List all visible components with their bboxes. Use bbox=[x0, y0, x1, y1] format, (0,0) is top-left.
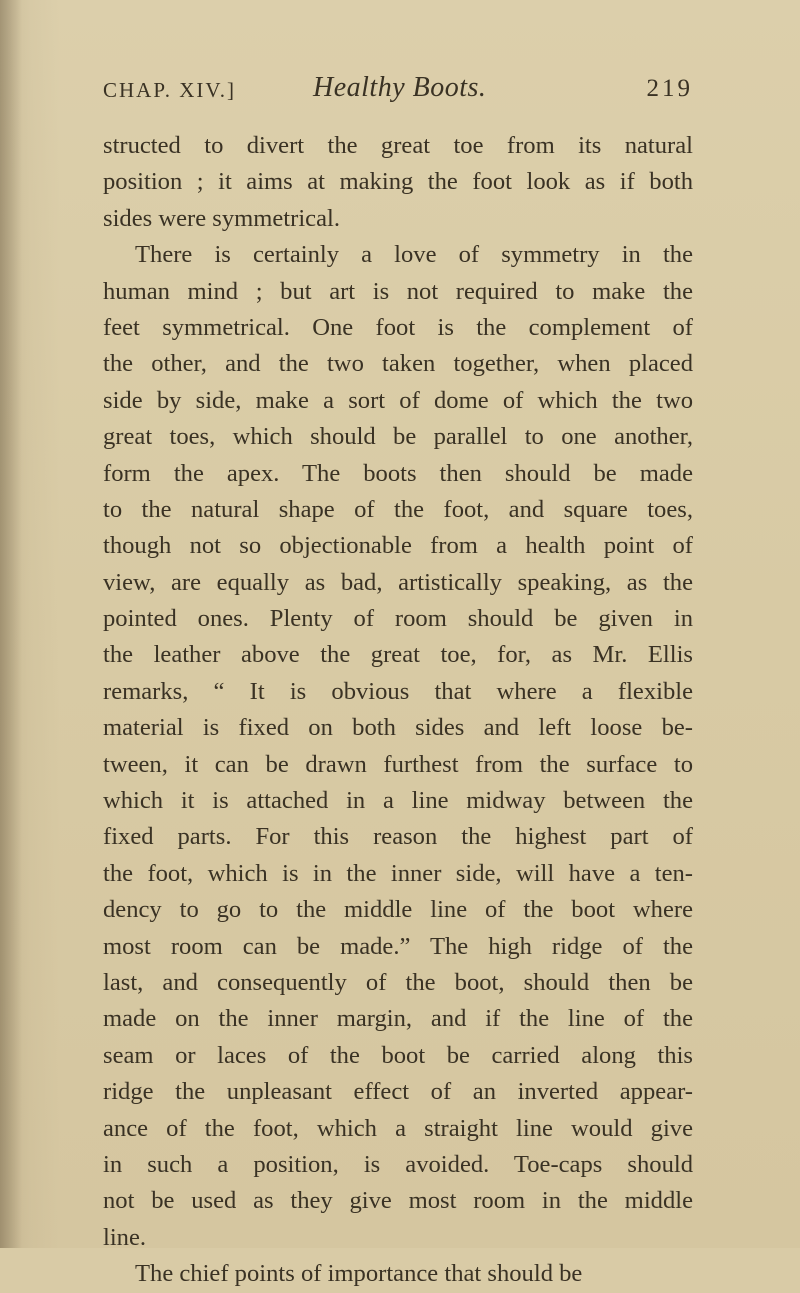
running-title: Healthy Boots. bbox=[313, 72, 487, 103]
running-header bbox=[103, 72, 693, 112]
text-line: though not so objectionable from a health point of bbox=[103, 532, 693, 560]
text-line: side by side, make a sort of dome of which the two bbox=[103, 386, 693, 414]
text-line: dency to go to the middle line of the boot where bbox=[103, 896, 693, 924]
text-line: material is fixed on both sides and left loose be- bbox=[103, 714, 693, 742]
gutter-shadow bbox=[0, 0, 22, 1248]
text-line: which it is attached in a line midway between the bbox=[103, 787, 693, 815]
text-line: most room can be made.” The high ridge of the bbox=[103, 932, 693, 960]
text-line: to the natural shape of the foot, and square toes, bbox=[103, 495, 693, 523]
text-line: feet symmetrical. One foot is the complement of bbox=[103, 313, 693, 341]
text-line: fixed parts. For this reason the highest part of bbox=[103, 823, 693, 851]
chapter-label: CHAP. XIV.] bbox=[103, 78, 237, 102]
text-line: pointed ones. Plenty of room should be given in bbox=[103, 605, 693, 633]
body-text bbox=[103, 128, 693, 1293]
text-line: not be used as they give most room in the middle bbox=[103, 1187, 693, 1215]
text-line: in such a position, is avoided. Toe-caps should bbox=[103, 1150, 693, 1178]
text-line: great toes, which should be parallel to one another, bbox=[103, 423, 693, 451]
text-line: tween, it can be drawn furthest from the surface to bbox=[103, 750, 693, 778]
text-line: human mind ; but art is not required to make the bbox=[103, 277, 693, 305]
text-line: position ; it aims at making the foot look as if both bbox=[103, 168, 693, 196]
text-line: sides were symmetrical. bbox=[103, 204, 340, 232]
text-line: made on the inner margin, and if the line of the bbox=[103, 1005, 693, 1033]
page-number: 219 bbox=[646, 75, 693, 102]
text-line: view, are equally as bad, artistically speaking, as the bbox=[103, 568, 693, 596]
text-line: The chief points of importance that should be bbox=[135, 1260, 583, 1288]
text-line: remarks, “ It is obvious that where a flexible bbox=[103, 677, 693, 705]
text-line: There is certainly a love of symmetry in the bbox=[135, 241, 693, 269]
text-line: the foot, which is in the inner side, will have a ten- bbox=[103, 859, 693, 887]
text-line: ridge the unpleasant effect of an inverted appear- bbox=[103, 1078, 693, 1106]
text-line: form the apex. The boots then should be made bbox=[103, 459, 693, 487]
text-line: last, and consequently of the boot, should then be bbox=[103, 968, 693, 996]
text-line: the other, and the two taken together, when placed bbox=[103, 350, 693, 378]
text-line: seam or laces of the boot be carried along this bbox=[103, 1041, 693, 1069]
text-line: structed to divert the great toe from its natural bbox=[103, 132, 693, 159]
text-line: line. bbox=[103, 1223, 147, 1251]
text-line: the leather above the great toe, for, as Mr. Ellis bbox=[103, 641, 693, 669]
text-line: ance of the foot, which a straight line would give bbox=[103, 1114, 693, 1142]
